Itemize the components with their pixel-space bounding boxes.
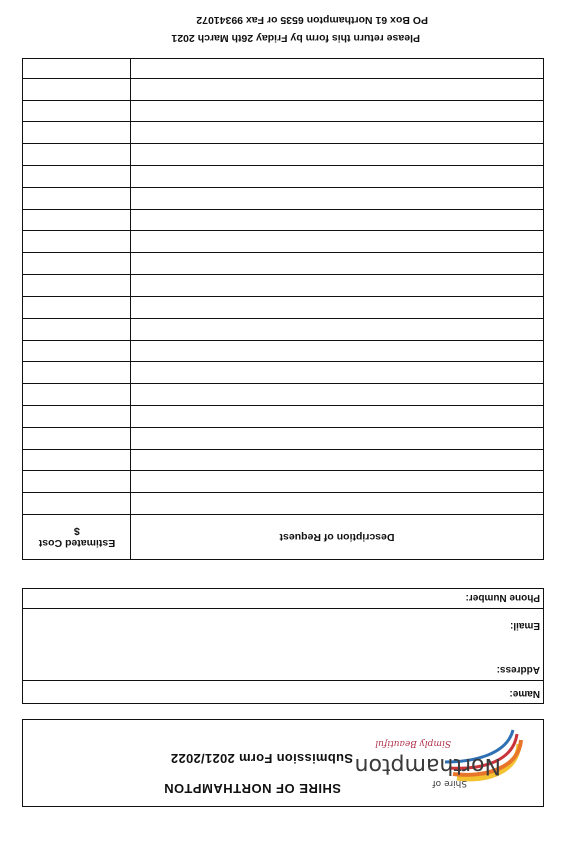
table-row-line bbox=[23, 470, 543, 471]
cost-header-label: Estimated Cost bbox=[38, 537, 116, 549]
description-header: Description of Request bbox=[279, 531, 395, 543]
table-row-line bbox=[23, 165, 543, 166]
table-row-line bbox=[23, 209, 543, 210]
table-row-line bbox=[23, 492, 543, 493]
return-by-note: Please return this form by Friday 26th March 2021 bbox=[171, 32, 420, 44]
address-label: Address: bbox=[496, 664, 540, 675]
table-row-line bbox=[23, 143, 543, 144]
table-row-line bbox=[23, 230, 543, 231]
table-row-line bbox=[23, 361, 543, 362]
cost-header bbox=[23, 515, 131, 559]
logo-tagline: Simply Beautiful bbox=[375, 738, 451, 748]
logo-shire-of: Shire of bbox=[432, 778, 467, 788]
contact-details bbox=[22, 588, 544, 704]
table-row-line bbox=[23, 383, 543, 384]
table-row-line bbox=[23, 121, 543, 122]
phone-label: Phone Number: bbox=[465, 592, 540, 603]
table-row-line bbox=[23, 274, 543, 275]
logo-wordmark: Northampton bbox=[354, 753, 501, 778]
organisation-title: SHIRE OF NORTHAMPTON bbox=[163, 781, 341, 796]
cost-currency: $ bbox=[74, 525, 80, 537]
table-row-line bbox=[23, 449, 543, 450]
name-row-divider bbox=[23, 680, 543, 681]
table-row-line bbox=[23, 100, 543, 101]
table-row-line bbox=[23, 427, 543, 428]
form-title: Submission Form 2021/2022 bbox=[170, 751, 353, 766]
name-label: Name: bbox=[509, 688, 540, 699]
table-row-line bbox=[23, 296, 543, 297]
postal-fax-line: PO Box 61 Northampton 6535 or Fax 99341072 bbox=[196, 14, 428, 26]
table-row-line bbox=[23, 252, 543, 253]
phone-row-divider bbox=[23, 608, 543, 609]
table-row-line bbox=[23, 78, 543, 79]
table-row-line bbox=[23, 340, 543, 341]
email-label: Email: bbox=[509, 620, 540, 631]
table-row-line bbox=[23, 318, 543, 319]
form-header bbox=[22, 719, 544, 807]
column-separator bbox=[130, 59, 131, 559]
shire-logo bbox=[354, 726, 527, 792]
table-row-line bbox=[23, 187, 543, 188]
request-table bbox=[22, 58, 544, 560]
table-row-line bbox=[23, 405, 543, 406]
table-row-line bbox=[23, 514, 543, 515]
